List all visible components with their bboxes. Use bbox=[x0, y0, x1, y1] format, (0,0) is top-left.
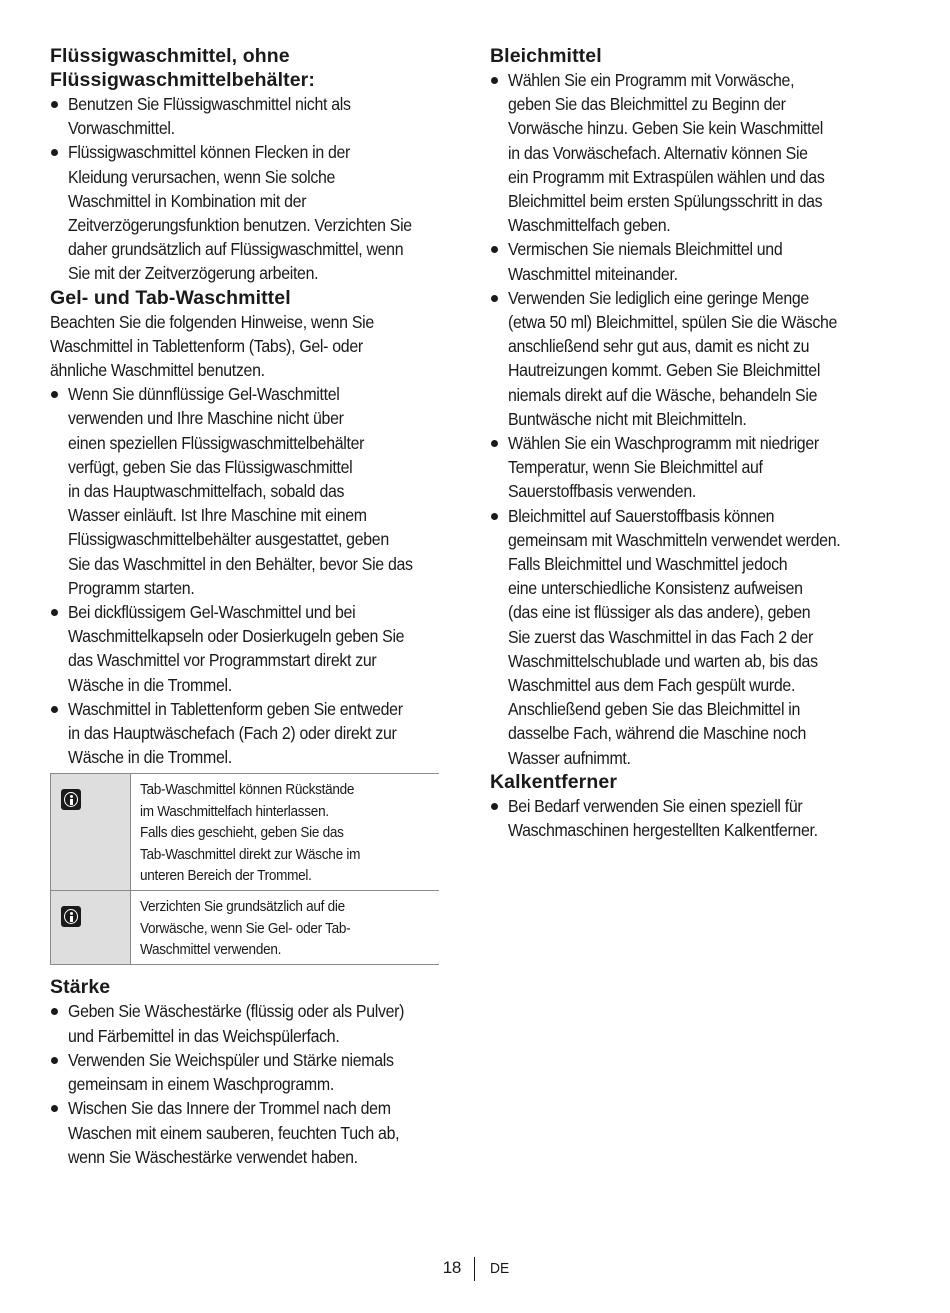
text-line: anschließend sehr gut aus, damit es nicht zu bbox=[508, 336, 810, 357]
text-line: Geben Sie Wäschestärke (flüssig oder als Pulver) bbox=[68, 1001, 405, 1022]
text-line: Sauerstoffbasis verwenden. bbox=[508, 481, 696, 502]
note-line: Falls dies geschieht, geben Sie das bbox=[140, 825, 344, 842]
text-line: Waschmittel in Kombination mit der bbox=[68, 190, 307, 211]
bullet-list bbox=[50, 92, 468, 286]
text-line: dasselbe Fach, während die Maschine noch bbox=[508, 723, 807, 744]
text-line: Vorwäsche hinzu. Geben Sie kein Waschmittel bbox=[508, 118, 824, 139]
text-line: verwenden und Ihre Maschine nicht über bbox=[68, 408, 344, 429]
text-line: gemeinsam in einem Waschprogramm. bbox=[68, 1074, 334, 1095]
note-line: Tab-Waschmittel direkt zur Wäsche im bbox=[140, 846, 361, 863]
note-line: im Waschmittelfach hinterlassen. bbox=[140, 803, 329, 820]
list-item bbox=[50, 697, 468, 770]
text-line: Waschmittel in Tablettenform (Tabs), Gel- oder bbox=[50, 335, 363, 356]
bullet-icon bbox=[491, 77, 498, 84]
bullet-list bbox=[490, 68, 900, 770]
bullet-list bbox=[50, 382, 468, 769]
language-code: DE bbox=[490, 1260, 510, 1277]
text-line: Vorwaschmittel. bbox=[68, 118, 175, 139]
section-title-gel-tab: Gel- und Tab-Waschmittel bbox=[50, 286, 291, 309]
text-line: gemeinsam mit Waschmitteln verwendet werden. bbox=[508, 529, 841, 550]
list-item bbox=[490, 237, 900, 285]
note-line: Waschmittel verwenden. bbox=[140, 942, 282, 959]
note-line: Tab-Waschmittel können Rückstände bbox=[140, 782, 355, 799]
bullet-list bbox=[50, 999, 468, 1168]
text-line: niemals direkt auf die Wäsche, behandeln Sie bbox=[508, 384, 818, 405]
text-line: in das Hauptwäschefach (Fach 2) oder direkt zur bbox=[68, 723, 397, 744]
bullet-icon bbox=[491, 440, 498, 447]
list-item bbox=[50, 600, 468, 697]
bullet-icon bbox=[491, 513, 498, 520]
text-line: ein Programm mit Extraspülen wählen und das bbox=[508, 166, 825, 187]
list-item bbox=[50, 92, 468, 140]
text-line: Sie das Waschmittel in den Behälter, bevor Sie das bbox=[68, 553, 413, 574]
note-icon-cell bbox=[51, 891, 131, 964]
section-title-staerke: Stärke bbox=[50, 976, 111, 999]
bullet-icon bbox=[51, 609, 58, 616]
text-line: Sie zuerst das Waschmittel in das Fach 2 der bbox=[508, 626, 813, 647]
text-line: Programm starten. bbox=[68, 577, 195, 598]
text-line: Flüssigwaschmittelbehälter ausgestattet, geben bbox=[68, 529, 389, 550]
text-line: Wäsche in die Trommel. bbox=[68, 747, 232, 768]
text-line: einen speziellen Flüssigwaschmittelbehälter bbox=[68, 432, 365, 453]
text-line: Wäsche in die Trommel. bbox=[68, 674, 232, 695]
bullet-icon bbox=[51, 391, 58, 398]
text-line: eine unterschiedliche Konsistenz aufweisen bbox=[508, 578, 803, 599]
text-line: Anschließend geben Sie das Bleichmittel in bbox=[508, 699, 801, 720]
text-line: Waschmaschinen hergestellten Kalkentferner. bbox=[508, 820, 818, 841]
bullet-icon bbox=[51, 1105, 58, 1112]
text-line: Waschmittel miteinander. bbox=[508, 263, 678, 284]
intro-paragraph bbox=[50, 310, 466, 383]
text-line: Wählen Sie ein Waschprogramm mit niedriger bbox=[508, 433, 819, 454]
list-item bbox=[490, 68, 900, 237]
text-line: (das eine ist flüssiger als das andere), geben bbox=[508, 602, 811, 623]
text-line: Wasser aufnimmt. bbox=[508, 747, 631, 768]
text-line: Bei Bedarf verwenden Sie einen speziell für bbox=[508, 795, 803, 816]
text-line: in das Hauptwaschmittelfach, sobald das bbox=[68, 481, 345, 502]
info-icon bbox=[61, 906, 81, 927]
note-line: Vorwäsche, wenn Sie Gel- oder Tab- bbox=[140, 920, 351, 937]
text-line: Flüssigwaschmittel können Flecken in der bbox=[68, 142, 351, 163]
text-line: Vermischen Sie niemals Bleichmittel und bbox=[508, 239, 783, 260]
list-item bbox=[490, 504, 900, 770]
note-line: Verzichten Sie grundsätzlich auf die bbox=[140, 899, 345, 916]
text-line: Bleichmittel auf Sauerstoffbasis können bbox=[508, 505, 775, 526]
text-line: Waschmittelfach geben. bbox=[508, 215, 671, 236]
text-line: Falls Bleichmittel und Waschmittel jedoch bbox=[508, 554, 788, 575]
bullet-icon bbox=[51, 101, 58, 108]
text-line: Beachten Sie die folgenden Hinweise, wenn Sie bbox=[50, 311, 374, 332]
list-item bbox=[50, 1048, 468, 1096]
section-title-fluessigwaschmittel bbox=[50, 44, 468, 92]
text-line: Wenn Sie dünnflüssige Gel-Waschmittel bbox=[68, 384, 340, 405]
list-item bbox=[490, 431, 900, 504]
footer-divider bbox=[474, 1257, 475, 1281]
text-line: (etwa 50 ml) Bleichmittel, spülen Sie die Wäsche bbox=[508, 312, 838, 333]
title-line: Flüssigwaschmittelbehälter: bbox=[50, 69, 315, 91]
text-line: Waschmittel aus dem Fach gespült wurde. bbox=[508, 675, 796, 696]
section-title-kalkentferner: Kalkentferner bbox=[490, 770, 618, 793]
note-row bbox=[51, 890, 438, 964]
bullet-list bbox=[490, 794, 900, 842]
text-line: Verwenden Sie Weichspüler und Stärke niemals bbox=[68, 1049, 394, 1070]
text-line: ähnliche Waschmittel benutzen. bbox=[50, 360, 265, 381]
text-line: Buntwäsche nicht mit Bleichmitteln. bbox=[508, 408, 747, 429]
note-icon-cell bbox=[51, 774, 131, 890]
text-line: Benutzen Sie Flüssigwaschmittel nicht als bbox=[68, 94, 351, 114]
bullet-icon bbox=[51, 1057, 58, 1064]
list-item bbox=[490, 794, 900, 842]
section-title-bleichmittel: Bleichmittel bbox=[490, 45, 602, 67]
text-line: daher grundsätzlich auf Flüssigwaschmittel, wenn bbox=[68, 239, 404, 260]
text-line: in das Vorwäschefach. Alternativ können Sie bbox=[508, 142, 808, 163]
right-column bbox=[490, 44, 900, 842]
page-footer bbox=[0, 1257, 950, 1283]
bullet-icon bbox=[51, 149, 58, 156]
bullet-icon bbox=[491, 803, 498, 810]
note-row bbox=[51, 774, 438, 890]
list-item bbox=[50, 999, 468, 1047]
text-line: Waschen mit einem sauberen, feuchten Tuch ab, bbox=[68, 1122, 400, 1143]
text-line: das Waschmittel vor Programmstart direkt zur bbox=[68, 650, 377, 671]
text-line: Waschmittelkapseln oder Dosierkugeln geben Sie bbox=[68, 626, 405, 647]
text-line: geben Sie das Bleichmittel zu Beginn der bbox=[508, 94, 786, 115]
text-line: Wasser einläuft. Ist Ihre Maschine mit einem bbox=[68, 505, 367, 526]
bullet-icon bbox=[491, 295, 498, 302]
text-line: Verwenden Sie lediglich eine geringe Menge bbox=[508, 287, 809, 308]
text-line: Bei dickflüssigem Gel-Waschmittel und bei bbox=[68, 602, 356, 623]
bullet-icon bbox=[51, 1008, 58, 1015]
list-item bbox=[50, 1096, 468, 1169]
note-text-cell bbox=[131, 891, 446, 964]
text-line: Sie mit der Zeitverzögerung arbeiten. bbox=[68, 263, 319, 284]
text-line: Hautreizungen kommt. Geben Sie Bleichmittel bbox=[508, 360, 821, 381]
left-column bbox=[50, 44, 468, 1169]
text-line: und Färbemittel in das Weichspülerfach. bbox=[68, 1025, 340, 1046]
page-number: 18 bbox=[442, 1258, 461, 1277]
notes-table bbox=[50, 773, 439, 965]
bullet-icon bbox=[491, 246, 498, 253]
info-icon bbox=[61, 789, 81, 810]
text-line: Zeitverzögerungsfunktion benutzen. Verzichten Sie bbox=[68, 215, 412, 236]
text-line: wenn Sie Wäschestärke verwendet haben. bbox=[68, 1146, 358, 1167]
text-line: Kleidung verursachen, wenn Sie solche bbox=[68, 166, 336, 187]
text-line: Waschmittel in Tablettenform geben Sie entweder bbox=[68, 698, 403, 719]
list-item bbox=[490, 286, 900, 431]
text-line: Wischen Sie das Innere der Trommel nach dem bbox=[68, 1098, 391, 1119]
list-item bbox=[50, 382, 468, 600]
bullet-icon bbox=[51, 706, 58, 713]
title-line: Flüssigwaschmittel, ohne bbox=[50, 45, 290, 67]
list-item bbox=[50, 140, 468, 285]
text-line: Waschmittelschublade und warten ab, bis das bbox=[508, 650, 818, 671]
note-line: unteren Bereich der Trommel. bbox=[140, 868, 312, 885]
text-line: Bleichmittel beim ersten Spülungsschritt in das bbox=[508, 191, 823, 212]
note-text-cell bbox=[131, 774, 446, 890]
text-line: verfügt, geben Sie das Flüssigwaschmittel bbox=[68, 456, 353, 477]
text-line: Wählen Sie ein Programm mit Vorwäsche, bbox=[508, 70, 795, 90]
text-line: Temperatur, wenn Sie Bleichmittel auf bbox=[508, 457, 763, 478]
